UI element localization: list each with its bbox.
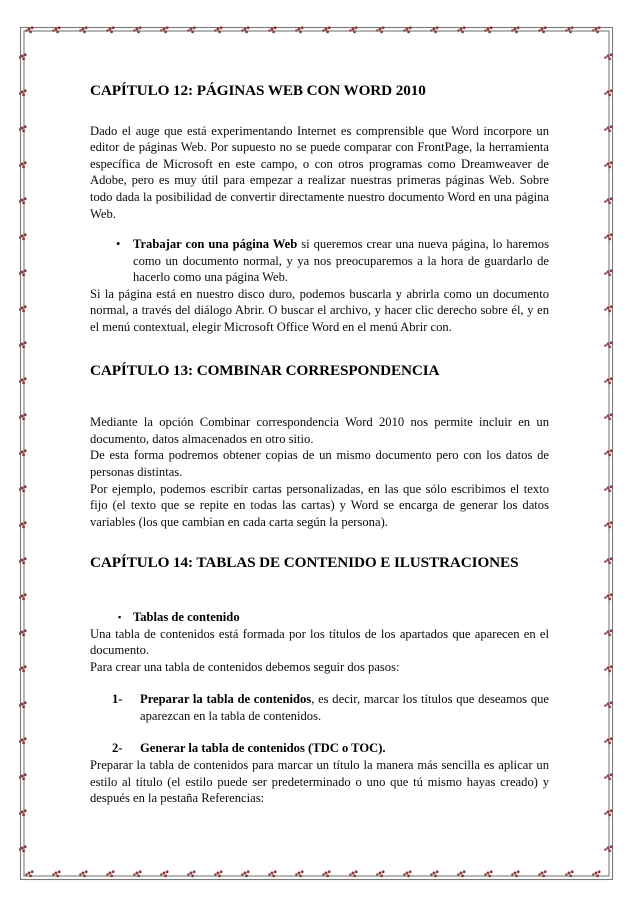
list-item <box>90 236 549 286</box>
bullet-bold-lead: Trabajar con una página Web <box>133 237 298 252</box>
chapter-12-heading: CAPÍTULO 12: PÁGINAS WEB CON WORD 2010 <box>90 82 426 99</box>
list-item <box>90 609 549 626</box>
chapter-12-closing-paragraph: Si la página está en nuestro disco duro, podemos buscarla y abrirla como un documento normal, a través del diálogo Abrir. O buscar el archivo, y hacer clic derecho sobre él, y en el menú contextual, elegir Microsoft Office Word en el menú Abrir con. <box>90 286 549 335</box>
list-number-2: 2- <box>112 741 123 756</box>
chapter-12-intro-paragraph: Dado el auge que está experimentando Internet es comprensible que Word incorpore un editor de páginas Web. Por supuesto no se puede comparar con FrontPage, la herramienta específica de Microsoft en este campo, o con otros programas como Dreamweaver de Adobe, pero es muy útil para empezar a realizar nuestras primeras páginas Web. Sobre todo dada la posibilidad de convertir directamente nuestro documento Word en una página Web. <box>90 123 549 221</box>
document-text-body <box>90 82 549 807</box>
chapter-13-paragraph-3: Por ejemplo, podemos escribir cartas personalizadas, en las que sólo escribimos el texto fijo (el texto que se repite en todas las cartas) y Word se encarga de generar los datos variables (los que cambian en cada carta según la persona). <box>90 481 549 529</box>
step-1-bold-lead: Preparar la tabla de contenidos <box>140 692 312 707</box>
square-bullet-icon: ▪ <box>118 611 122 622</box>
step-1-rest-text: , es decir, marcar los títulos que deseamos que aparezcan en la tabla de contenidos. <box>140 692 549 723</box>
step-2-bold-lead: Generar la tabla de contenidos (TDC o TOC). <box>140 741 386 756</box>
list-item <box>90 691 549 724</box>
sub-bullet-label: Tablas de contenido <box>133 609 240 624</box>
chapter-13-paragraph-2: De esta forma podremos obtener copias de un mismo documento pero con los datos de personas distintas. <box>90 448 549 479</box>
chapter-14-heading: CAPÍTULO 14: TABLAS DE CONTENIDO E ILUSTRACIONES <box>90 554 519 572</box>
bullet-rest-text: si queremos crear una nueva página, lo haremos como un documento normal, y ya nos preocuparemos a la hora de guardarlo de hacerlo como una página Web. <box>133 237 549 285</box>
chapter-14-paragraph-2: Para crear una tabla de contenidos debemos seguir dos pasos: <box>90 659 400 674</box>
list-number-1: 1- <box>112 692 123 707</box>
chapter-14-paragraph-1: Una tabla de contenidos está formada por los títulos de los apartados que aparecen en el documento. <box>90 626 549 658</box>
chapter-13-heading: CAPÍTULO 13: COMBINAR CORRESPONDENCIA <box>90 361 440 379</box>
round-bullet-icon: • <box>116 237 121 252</box>
list-item <box>90 740 549 757</box>
chapter-14-closing-paragraph: Preparar la tabla de contenidos para marcar un título la manera más sencilla es aplicar un estilo al título (el estilo puede ser predeterminado o uno que tú mismo hayas creado) y después en la pestaña Referencias: <box>90 758 549 806</box>
chapter-13-paragraph-1: Mediante la opción Combinar correspondencia Word 2010 nos permite incluir en un documento, datos almacenados en otro sitio. <box>90 415 549 446</box>
